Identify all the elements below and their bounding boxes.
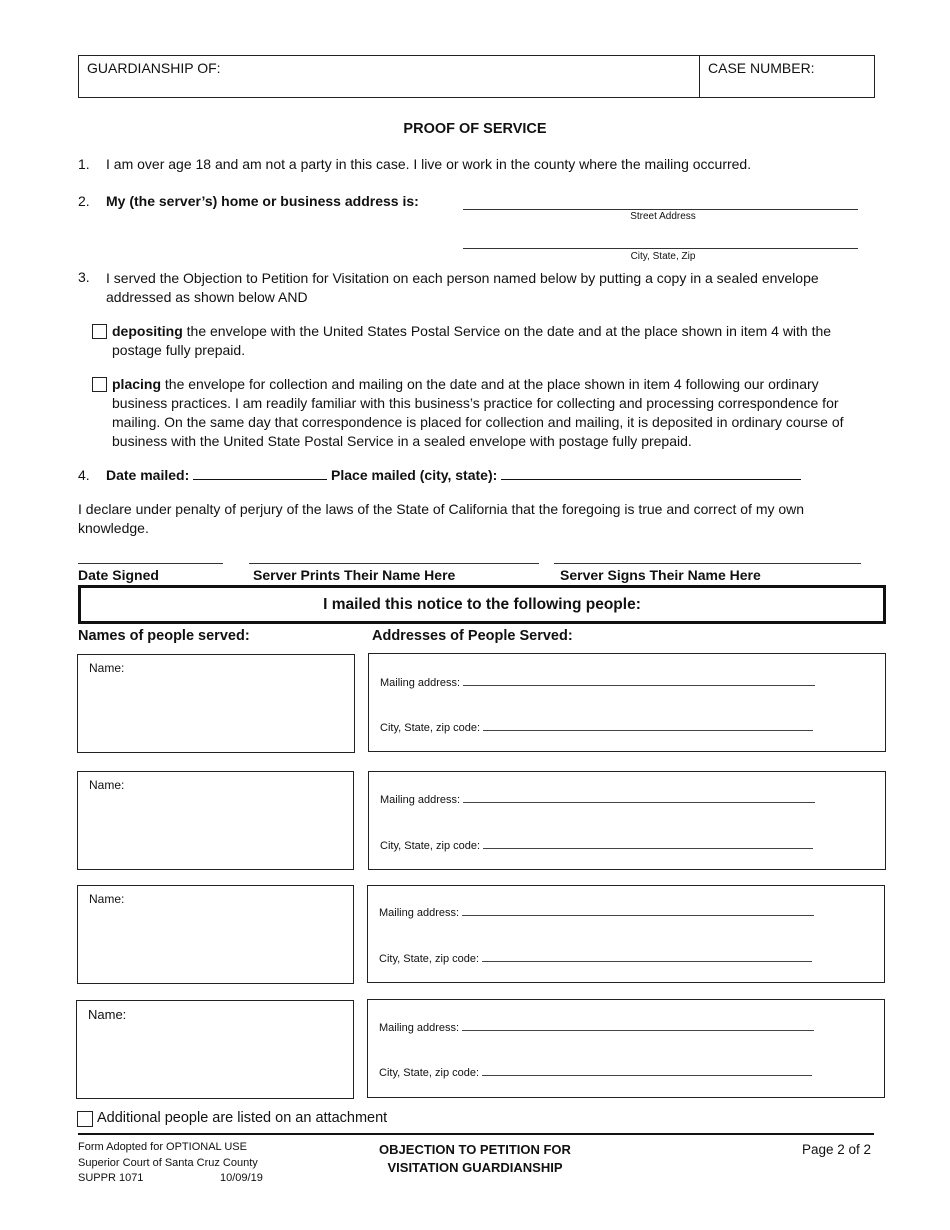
placing-bold: placing	[112, 376, 162, 392]
served-address-box	[368, 653, 886, 752]
guardianship-label: GUARDIANSHIP OF:	[87, 60, 221, 76]
caption-box	[78, 55, 875, 98]
city-state-zip-row[interactable]	[379, 952, 812, 965]
page-number: Page 2 of 2	[802, 1142, 872, 1157]
served-name-box[interactable]	[77, 654, 355, 753]
date-mailed-label: Date mailed:	[106, 467, 190, 483]
footer-left	[78, 1140, 288, 1187]
mailing-address-label: Mailing address:	[380, 794, 461, 806]
footer-form-date: 10/09/19	[220, 1172, 263, 1184]
mailing-address-row[interactable]	[379, 906, 814, 919]
city-state-zip-label: City, State, zip code:	[380, 840, 481, 852]
mailing-address-row[interactable]	[380, 676, 815, 689]
item-2-number: 2.	[78, 193, 90, 209]
depositing-bold: depositing	[112, 323, 183, 339]
footer-title-line-2: VISITATION GUARDIANSHIP	[387, 1160, 563, 1175]
name-label: Name:	[89, 892, 125, 906]
declaration-text: I declare under penalty of perjury of the laws of the State of California that the foregoing is true and correct of my own knowledge.	[78, 501, 805, 536]
street-address-line[interactable]	[463, 196, 858, 210]
date-signed-line[interactable]	[78, 550, 223, 564]
attachment-checkbox[interactable]	[77, 1111, 93, 1128]
date-signed-label: Date Signed	[78, 567, 159, 583]
guardianship-cell[interactable]	[79, 56, 700, 97]
served-name-box[interactable]	[77, 771, 354, 870]
signature-line[interactable]	[554, 550, 861, 564]
place-mailed-field[interactable]	[501, 468, 801, 480]
item-1-number: 1.	[78, 156, 90, 172]
served-name-box[interactable]	[77, 885, 354, 984]
item-3-number: 3.	[78, 269, 90, 285]
page-title: PROOF OF SERVICE	[403, 121, 547, 137]
city-state-zip-caption: City, State, Zip	[630, 251, 696, 262]
item-4-number: 4.	[78, 467, 90, 483]
city-state-zip-row[interactable]	[379, 1066, 812, 1079]
footer-rule	[78, 1133, 874, 1135]
placing-text: the envelope for collection and mailing on the date and at the place shown in item 4 following our ordinary business practices. I am readily familiar with this business’s practice for collecting and processing correspondence for mailing. On the same day that correspondence is placed for collection and mailing, it is deposited in ordinary course of business with the United State Postal Service in a sealed envelope with postage fully prepaid.	[112, 376, 844, 449]
mailing-address-row[interactable]	[380, 793, 815, 806]
notice-heading: I mailed this notice to the following people:	[78, 585, 886, 624]
case-number-cell[interactable]	[700, 56, 874, 97]
mailing-address-row[interactable]	[379, 1021, 814, 1034]
depositing-option	[112, 322, 872, 360]
served-name-box[interactable]	[76, 1000, 354, 1099]
footer-form-number: SUPPR 1071	[78, 1172, 144, 1184]
date-mailed-field[interactable]	[193, 468, 327, 480]
addresses-column-heading: Addresses of People Served:	[372, 628, 573, 644]
name-label: Name:	[88, 1007, 127, 1022]
name-label: Name:	[89, 661, 125, 675]
case-number-label: CASE NUMBER:	[708, 60, 815, 76]
place-mailed-label: Place mailed (city, state):	[331, 467, 498, 483]
mailing-address-label: Mailing address:	[379, 1022, 460, 1034]
mailing-address-label: Mailing address:	[379, 907, 460, 919]
print-name-line[interactable]	[249, 550, 539, 564]
served-address-box	[367, 885, 885, 983]
footer-form-row	[78, 1171, 288, 1187]
city-state-zip-line[interactable]	[463, 235, 858, 249]
placing-checkbox[interactable]	[92, 377, 107, 393]
attachment-label: Additional people are listed on an attachment	[97, 1110, 388, 1126]
depositing-checkbox[interactable]	[92, 324, 107, 340]
city-state-zip-row[interactable]	[380, 839, 813, 852]
served-address-box	[368, 771, 886, 870]
city-state-zip-label: City, State, zip code:	[379, 953, 480, 965]
name-label: Name:	[89, 778, 125, 792]
street-address-caption: Street Address	[630, 211, 696, 222]
placing-option	[112, 375, 872, 451]
mailing-address-label: Mailing address:	[380, 677, 461, 689]
names-column-heading: Names of people served:	[78, 628, 250, 644]
city-state-zip-label: City, State, zip code:	[379, 1067, 480, 1079]
sign-name-label: Server Signs Their Name Here	[560, 567, 761, 583]
item-1-text: I am over age 18 and am not a party in this case. I live or work in the county where the mailing occurred.	[106, 156, 752, 172]
footer-line-1: Form Adopted for OPTIONAL USE	[78, 1141, 247, 1153]
print-name-label: Server Prints Their Name Here	[253, 567, 456, 583]
item-3-text: I served the Objection to Petition for Visitation on each person named below by putting a copy in a sealed envelope addressed as shown below AND	[106, 270, 819, 305]
city-state-zip-label: City, State, zip code:	[380, 722, 481, 734]
footer-title-line-1: OBJECTION TO PETITION FOR	[379, 1142, 571, 1157]
city-state-zip-row[interactable]	[380, 721, 813, 734]
footer-form-title	[350, 1141, 600, 1177]
item-2-text: My (the server’s) home or business address is:	[106, 193, 419, 209]
depositing-text: the envelope with the United States Postal Service on the date and at the place shown in item 4 with the postage fully prepaid.	[112, 323, 832, 358]
served-address-box	[367, 999, 885, 1098]
item-4-fields	[106, 467, 801, 483]
footer-line-2: Superior Court of Santa Cruz County	[78, 1156, 258, 1169]
